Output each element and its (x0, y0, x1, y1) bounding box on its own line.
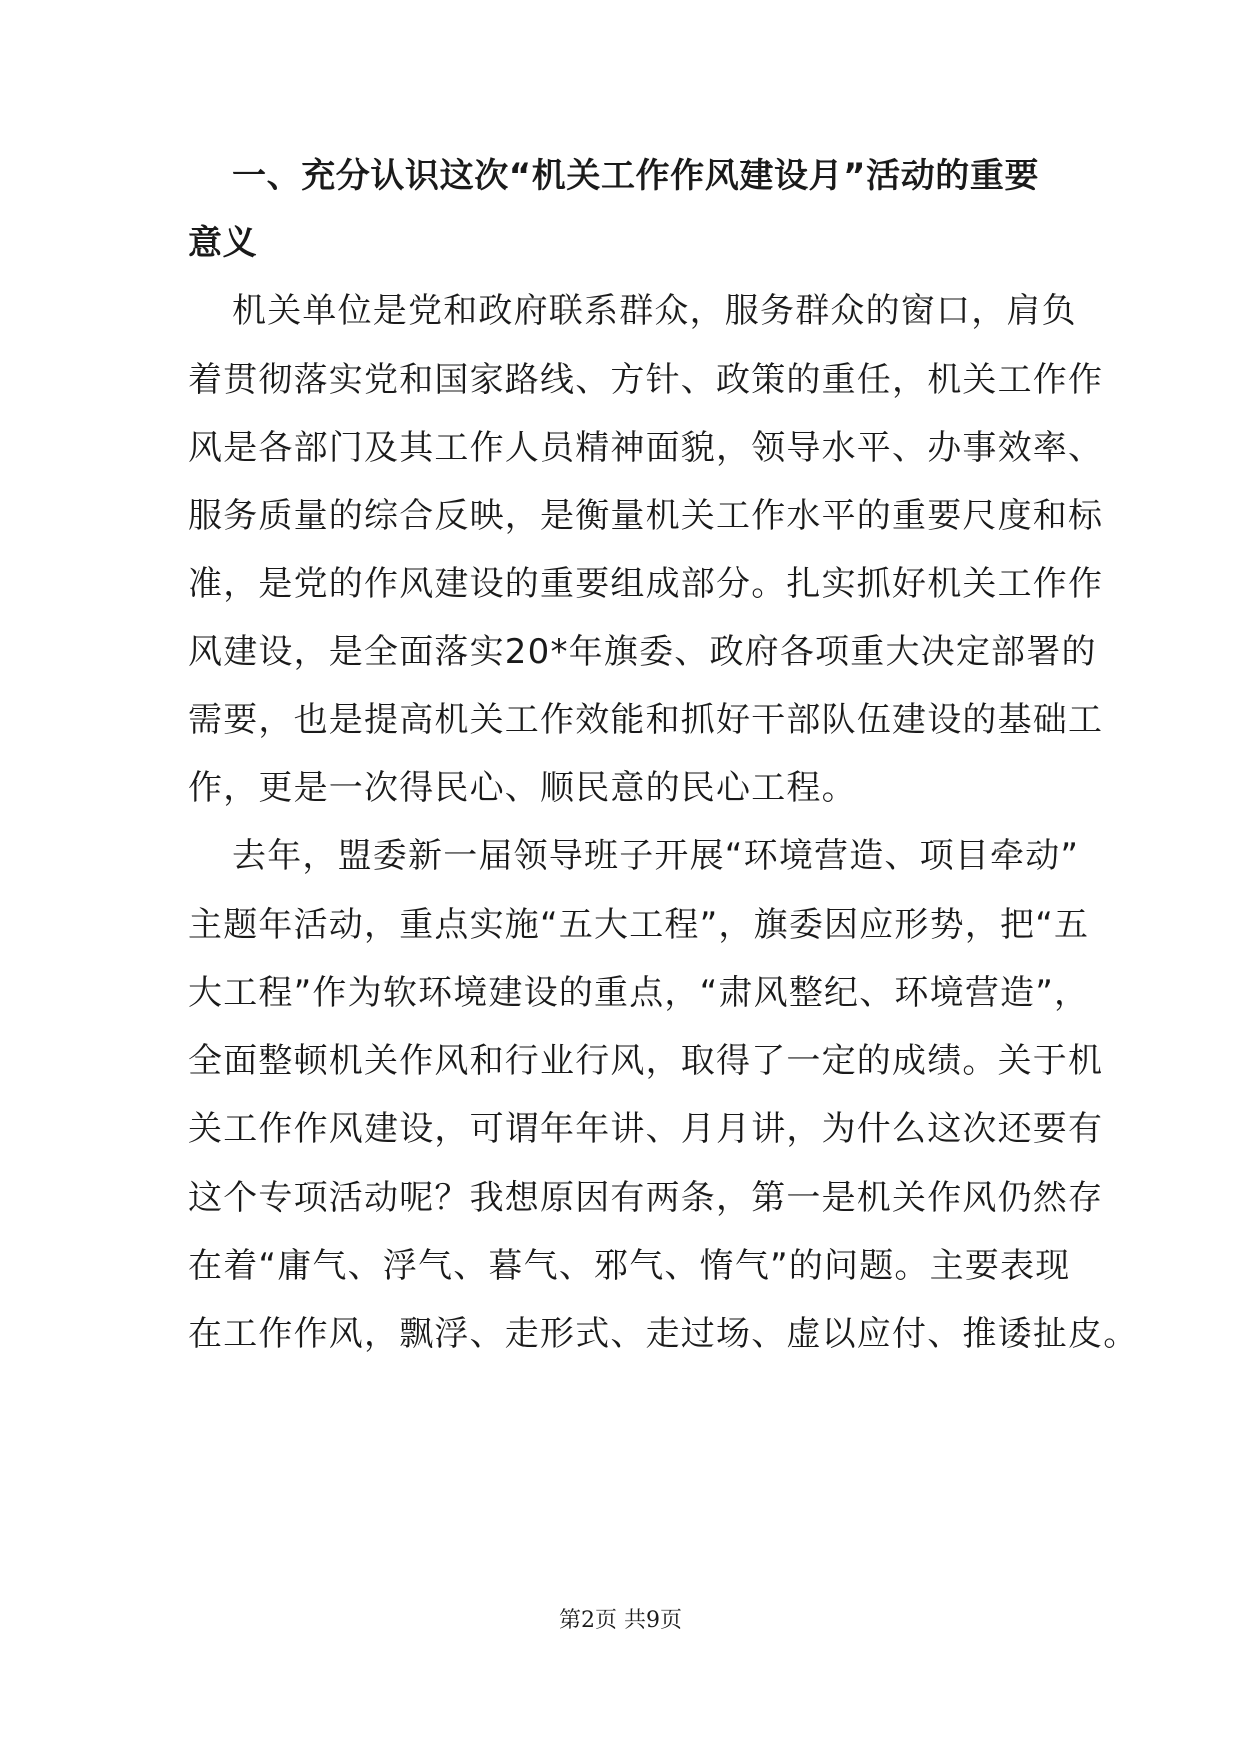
text-line: 作，更是一次得民心、顺民意的民心工程。 (188, 768, 857, 808)
text-line: 主题年活动，重点实施“五大工程”，旗委因应形势，把“五 (188, 905, 1090, 945)
text-line: 在着“庸气、浮气、暮气、邪气、惰气”的问题。主要表现 (188, 1246, 1071, 1286)
page-number-footer: 第2页 共9页 (559, 1608, 682, 1633)
text-line: 准，是党的作风建设的重要组成部分。扎实抓好机关工作作 (188, 564, 1104, 604)
text-line: 风建设，是全面落实20*年旗委、政府各项重大决定部署的 (188, 632, 1097, 672)
text-line: 关工作作风建设，可谓年年讲、月月讲，为什么这次还要有 (188, 1109, 1104, 1149)
text-line: 在工作作风，飘浮、走形式、走过场、虚以应付、推诿扯皮。 (188, 1314, 1139, 1354)
text-line: 这个专项活动呢？我想原因有两条，第一是机关作风仍然存 (188, 1178, 1104, 1218)
text-line: 服务质量的综合反映，是衡量机关工作水平的重要尺度和标 (188, 496, 1104, 536)
text-line: 着贯彻落实党和国家路线、方针、政策的重任，机关工作作 (188, 360, 1104, 400)
text-line: 全面整顿机关作风和行业行风，取得了一定的成绩。关于机 (188, 1041, 1104, 1081)
text-line: 需要，也是提高机关工作效能和抓好干部队伍建设的基础工 (188, 700, 1104, 740)
text-line: 大工程”作为软环境建设的重点，“肃风整纪、环境营造”， (188, 973, 1090, 1013)
text-line: 去年，盟委新一届领导班子开展“环境营造、项目牵动” (232, 836, 1080, 876)
text-line: 机关单位是党和政府联系群众，服务群众的窗口，肩负 (232, 291, 1077, 331)
heading-line: 一、充分认识这次“机关工作作风建设月”活动的重要 (232, 156, 1040, 196)
heading-line: 意义 (188, 223, 258, 263)
text-line: 风是各部门及其工作人员精神面貌，领导水平、办事效率、 (188, 428, 1104, 468)
